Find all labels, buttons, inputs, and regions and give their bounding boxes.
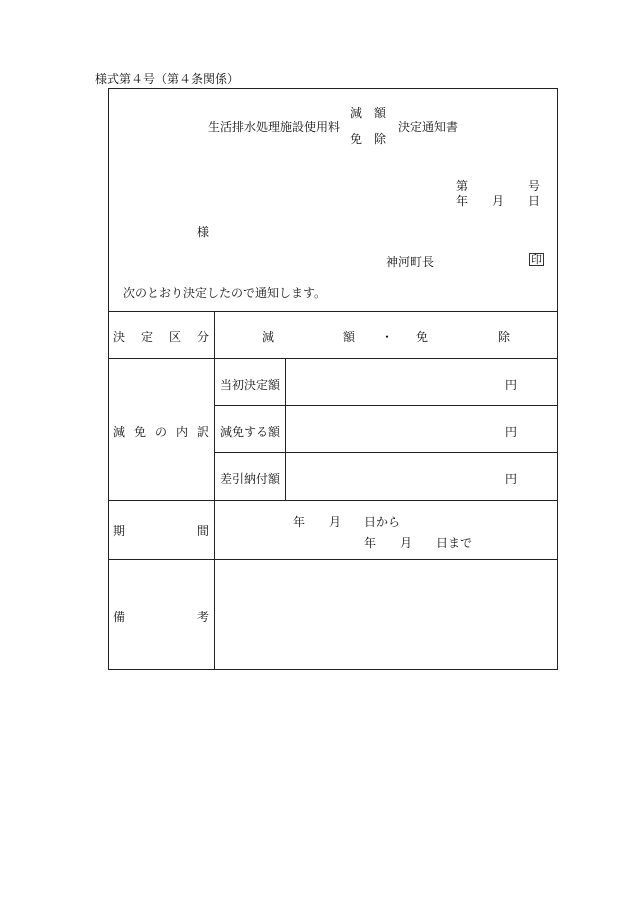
doc-number-go: 号: [527, 179, 540, 193]
period-from-year: 年: [293, 515, 306, 529]
category-reduction-2: 額: [343, 330, 356, 344]
period-to-year: 年: [364, 536, 377, 550]
label-column-line: [214, 311, 215, 670]
row-line-5: [108, 559, 558, 560]
remarks-label-char: 考: [196, 610, 209, 624]
category-label-char: 定: [140, 330, 153, 344]
form-number: 様式第４号（第４条関係）: [95, 72, 240, 86]
initial-amount-label: 当初決定額: [220, 378, 281, 392]
category-label-char: 区: [168, 330, 181, 344]
remarks-label-char: 備: [113, 610, 126, 624]
breakdown-label-char: 訳: [196, 425, 209, 439]
row-line-1: [108, 358, 558, 359]
issuer: 神河町長: [386, 255, 435, 269]
row-line-3: [214, 452, 558, 453]
net-amount-label: 差引納付額: [220, 472, 281, 486]
breakdown-label-char: 減: [113, 425, 126, 439]
recipient-suffix: 様: [197, 225, 210, 239]
period-from-day: 日から: [364, 515, 401, 529]
category-exemption-2: 除: [498, 330, 511, 344]
breakdown-column-line: [285, 358, 286, 500]
period-label-char: 間: [196, 524, 209, 538]
initial-amount-unit: 円: [505, 378, 518, 392]
option-exemption: 免 除: [350, 132, 387, 146]
row-line-2: [214, 405, 558, 406]
date-month: 月: [491, 194, 504, 208]
title-left: 生活排水処理施設使用料: [208, 120, 341, 134]
date-year: 年: [456, 194, 469, 208]
exempt-amount-label: 減免する額: [220, 425, 281, 439]
form-frame: [108, 88, 558, 670]
row-line-4: [108, 500, 558, 501]
category-label-char: 分: [196, 330, 209, 344]
net-amount-unit: 円: [505, 472, 518, 486]
title-right: 決定通知書: [398, 120, 459, 134]
remarks-label: [113, 608, 209, 625]
category-reduction-1: 減: [262, 330, 275, 344]
category-label: [113, 328, 209, 345]
issue-date: [456, 192, 540, 209]
table-top-line: [108, 311, 558, 312]
breakdown-label-char: 免: [133, 425, 146, 439]
breakdown-label-char: の: [154, 425, 167, 439]
option-reduction: 減 額: [350, 106, 387, 120]
notice-text: 次のとおり決定したので通知します。: [123, 286, 327, 300]
period-label-char: 期: [113, 524, 126, 538]
category-exemption-1: 免: [416, 330, 429, 344]
seal-mark: 印: [531, 253, 542, 266]
breakdown-label-char: 内: [175, 425, 188, 439]
period-from-month: 月: [329, 515, 342, 529]
category-separator: ・: [381, 330, 394, 344]
date-day: 日: [527, 194, 540, 208]
breakdown-label: [113, 423, 209, 440]
category-label-char: 決: [113, 330, 126, 344]
exempt-amount-unit: 円: [505, 425, 518, 439]
doc-number-dai: 第: [456, 179, 469, 193]
period-label: [113, 522, 209, 539]
period-to-month: 月: [400, 536, 413, 550]
period-to-day: 日まで: [436, 536, 473, 550]
